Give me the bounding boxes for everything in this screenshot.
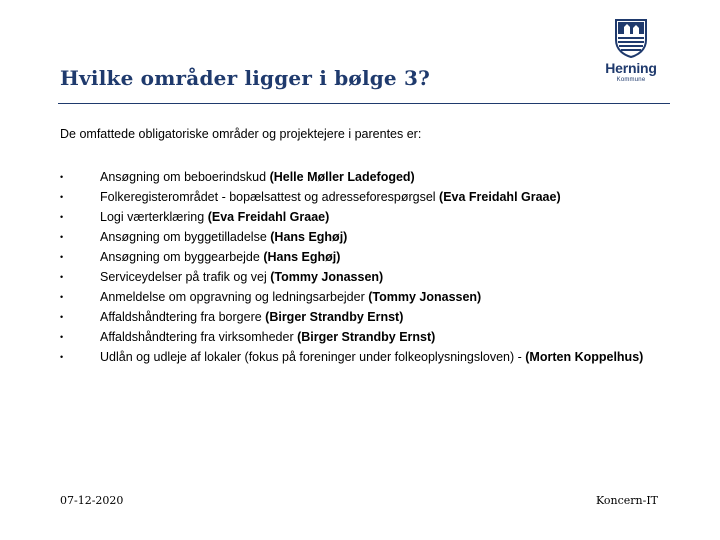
- item-owner: (Eva Freidahl Graae): [439, 190, 561, 204]
- bullet-icon: •: [60, 352, 64, 362]
- bullet-icon: •: [60, 332, 64, 342]
- intro-text: De omfattede obligatoriske områder og projektejere i parentes er:: [60, 127, 422, 141]
- bullet-icon: •: [60, 212, 64, 222]
- item-text: Udlån og udleje af lokaler (fokus på foreninger under folkeoplysningsloven) -: [100, 350, 526, 364]
- item-owner: (Tommy Jonassen): [368, 290, 482, 304]
- logo-subtitle: Kommune: [616, 77, 646, 83]
- bullet-icon: •: [60, 172, 64, 182]
- item-text: Folkeregisterområdet - bopælsattest og adresseforespørgsel: [100, 190, 440, 204]
- item-owner: (Helle Møller Ladefoged): [269, 170, 415, 184]
- item-owner: (Birger Strandby Ernst): [297, 330, 436, 344]
- item-owner: (Hans Eghøj): [270, 230, 348, 244]
- bullet-icon: •: [60, 292, 64, 302]
- item-text: Affaldshåndtering fra virksomheder: [100, 330, 298, 344]
- bullet-icon: •: [60, 252, 64, 262]
- area-list: [60, 167, 670, 367]
- herning-logo: [600, 18, 662, 96]
- item-owner: (Morten Koppelhus): [525, 350, 644, 364]
- item-text: Ansøgning om byggearbejde: [100, 250, 264, 264]
- list-item: [60, 347, 670, 367]
- list-item: [60, 167, 670, 187]
- slide-title: Hvilke områder ligger i bølge 3?: [60, 66, 431, 90]
- bullet-icon: •: [60, 272, 64, 282]
- list-item: [60, 187, 670, 207]
- coat-of-arms-icon: [600, 18, 662, 58]
- list-item: [60, 327, 670, 347]
- item-text: Ansøgning om byggetilladelse: [100, 230, 271, 244]
- bullet-icon: •: [60, 312, 64, 322]
- bullet-icon: •: [60, 192, 64, 202]
- footer-date: 07-12-2020: [60, 494, 124, 507]
- item-text: Ansøgning om beboerindskud: [100, 170, 270, 184]
- logo-name: Herning: [605, 60, 657, 76]
- item-text: Logi værterklæring: [100, 210, 208, 224]
- list-item: [60, 247, 670, 267]
- item-text: Affaldshåndtering fra borgere: [100, 310, 266, 324]
- item-text: Serviceydelser på trafik og vej: [100, 270, 271, 284]
- list-item: [60, 287, 670, 307]
- list-item: [60, 227, 670, 247]
- item-owner: (Birger Strandby Ernst): [265, 310, 404, 324]
- list-item: [60, 307, 670, 327]
- footer-department: Koncern-IT: [595, 494, 658, 507]
- item-text: Anmeldelse om opgravning og ledningsarbejder: [100, 290, 369, 304]
- title-divider: [58, 103, 670, 104]
- item-owner: (Hans Eghøj): [263, 250, 341, 264]
- list-item: [60, 267, 670, 287]
- bullet-icon: •: [60, 232, 64, 242]
- item-owner: (Tommy Jonassen): [270, 270, 384, 284]
- item-owner: (Eva Freidahl Graae): [207, 210, 330, 224]
- list-item: [60, 207, 670, 227]
